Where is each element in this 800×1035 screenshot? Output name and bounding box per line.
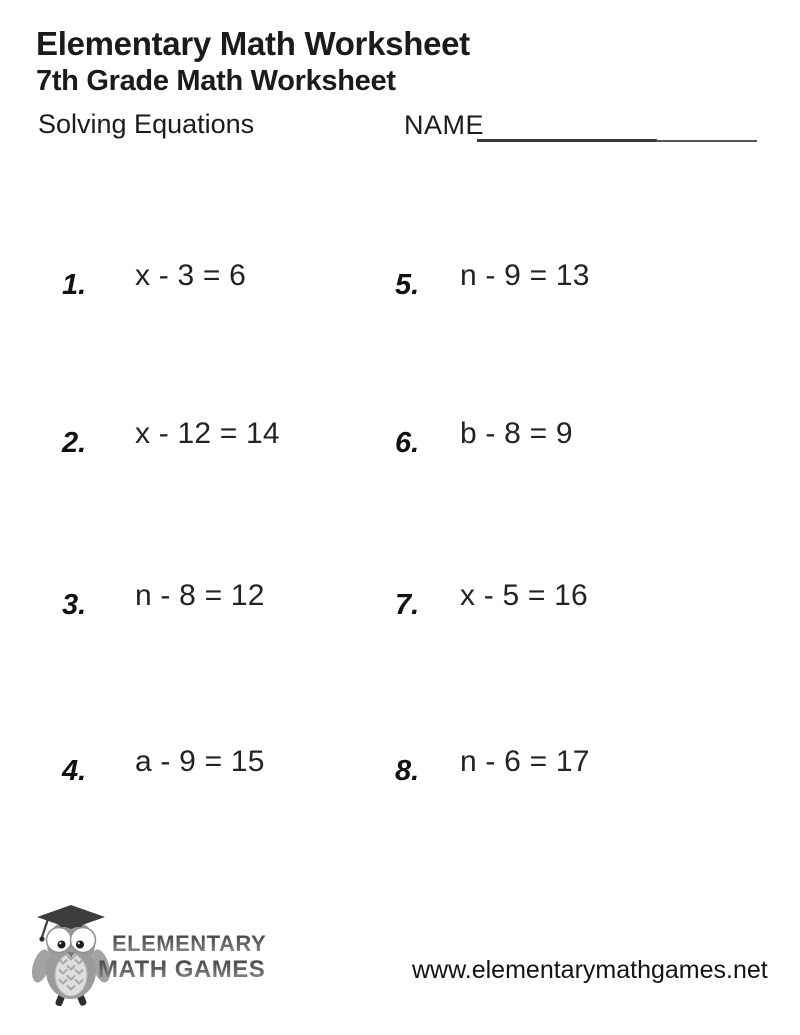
problem-equation: x - 12 = 14 [135,417,280,450]
problem-number: 6. [395,427,420,459]
problem-8 [395,739,590,785]
problem-equation: n - 8 = 12 [135,579,265,612]
page-subtitle: 7th Grade Math Worksheet [36,65,396,97]
problem-number: 1. [62,269,87,301]
problem-number: 3. [62,589,87,621]
page-title: Elementary Math Worksheet [36,25,470,62]
name-label: NAME [404,110,485,140]
problem-equation: a - 9 = 15 [135,745,265,778]
problem-5 [395,253,590,299]
name-blank-line [477,112,657,142]
problem-equation: n - 9 = 13 [460,259,590,292]
name-blank-line-extension [656,113,757,142]
problem-1 [62,253,246,299]
problem-7 [395,573,588,619]
problem-2 [62,411,280,457]
logo-text-line2: MATH GAMES [98,956,266,983]
problem-number: 8. [395,755,420,787]
worksheet-topic: Solving Equations [38,109,255,139]
owl-graduation-cap-icon [32,902,110,1006]
problem-equation: n - 6 = 17 [460,745,590,778]
problem-3 [62,573,265,619]
problem-number: 2. [62,427,87,459]
problem-number: 4. [62,755,87,787]
problem-number: 5. [395,269,420,301]
problem-6 [395,411,573,457]
logo-text-line1: ELEMENTARY [112,931,267,956]
problem-number: 7. [395,589,420,621]
problem-4 [62,739,265,785]
problem-equation: b - 8 = 9 [460,417,573,450]
website-url: www.elementarymathgames.net [412,956,768,984]
problem-equation: x - 5 = 16 [460,579,588,612]
problem-equation: x - 3 = 6 [135,259,247,292]
